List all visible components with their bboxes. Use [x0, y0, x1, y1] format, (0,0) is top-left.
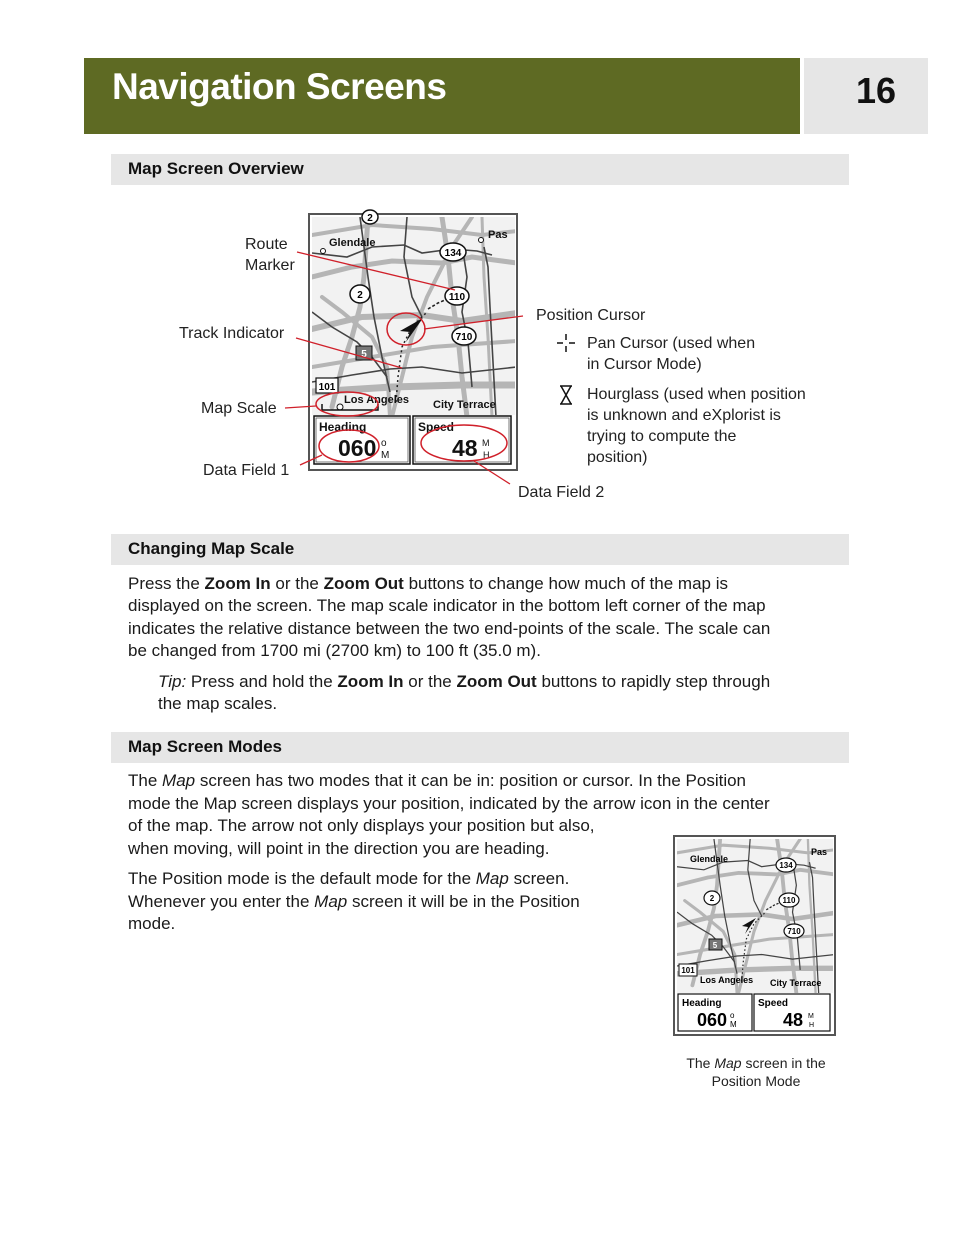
figure-caption: [656, 1054, 856, 1090]
svg-text:o: o: [381, 438, 387, 449]
section-heading-scale: Changing Map Scale: [128, 539, 295, 558]
place-label-los-angeles: Los Angeles: [344, 394, 409, 406]
page-number: 16: [856, 70, 897, 111]
svg-text:134: 134: [444, 248, 462, 259]
svg-text:Heading: Heading: [319, 420, 367, 434]
svg-text:48: 48: [452, 435, 478, 461]
callout-map-scale: Map Scale: [201, 400, 277, 417]
callout-route-marker-2: Marker: [245, 257, 295, 274]
scale-tip-line-2: the map scales.: [158, 694, 278, 713]
svg-text:2: 2: [357, 290, 363, 301]
modes-paragraph-line-1: The Map screen has two modes that it can be in: position or cursor. In the Position: [128, 771, 747, 790]
svg-text:M: M: [808, 1013, 814, 1020]
svg-text:110: 110: [448, 292, 466, 303]
small-data-field-2: [754, 994, 830, 1031]
svg-text:101: 101: [681, 966, 695, 975]
callout-pan-cursor-2: in Cursor Mode): [587, 356, 702, 373]
svg-text:Heading: Heading: [682, 998, 722, 1009]
place-label-city-terrace: City Terrace: [433, 399, 496, 411]
small-route-shield-5: [709, 939, 722, 950]
scale-paragraph-line-4: be changed from 1700 mi (2700 km) to 100 ft (35.0 m).: [128, 641, 541, 660]
modes-paragraph-line-3: of the map. The arrow not only displays your position but also,: [128, 816, 595, 835]
callout-data-field-1: Data Field 1: [203, 462, 290, 479]
svg-text:110: 110: [782, 896, 796, 905]
place-label-glendale: Glendale: [329, 237, 376, 249]
figure-caption-line-1: The Map screen in the: [686, 1055, 826, 1071]
svg-text:M: M: [381, 450, 390, 461]
svg-text:M: M: [482, 438, 490, 448]
svg-text:710: 710: [455, 332, 473, 343]
svg-text:o: o: [730, 1011, 735, 1020]
svg-text:H: H: [483, 450, 490, 460]
svg-text:Speed: Speed: [418, 420, 455, 434]
svg-text:Speed: Speed: [758, 998, 789, 1009]
small-route-shield-101: [679, 964, 697, 976]
small-place-city-terrace: City Terrace: [770, 978, 822, 988]
small-place-pas: Pas: [811, 847, 828, 857]
small-route-shield-2: [704, 891, 720, 905]
callout-hourglass-1: Hourglass (used when position: [587, 386, 806, 403]
scale-paragraph-line-3: indicates the relative distance between the two end-points of the scale. The scale can: [128, 619, 771, 638]
modes-paragraph2-line-3: mode.: [128, 914, 176, 933]
scale-paragraph-line-2: displayed on the screen. The map scale indicator in the bottom left corner of the map: [128, 596, 766, 615]
small-data-field-1: [678, 994, 752, 1031]
small-route-shield-710: [784, 924, 804, 938]
small-route-shield-110: [779, 893, 799, 907]
svg-text:5: 5: [712, 941, 718, 950]
svg-text:2: 2: [367, 213, 373, 224]
modes-paragraph2-line-2: Whenever you enter the Map screen it will be in the Position: [128, 892, 580, 911]
scale-paragraph-line-1: Press the Zoom In or the Zoom Out buttons to change how much of the map is: [128, 574, 728, 593]
section-heading-overview: Map Screen Overview: [128, 159, 304, 178]
callout-hourglass-2: is unknown and eXplorist is: [587, 407, 781, 424]
callout-track-indicator: Track Indicator: [179, 325, 285, 342]
place-label-pas: Pas: [488, 229, 508, 241]
svg-text:H: H: [809, 1022, 815, 1029]
small-place-los-angeles: Los Angeles: [700, 975, 754, 985]
scale-tip-line-1: Tip: Press and hold the Zoom In or the Zoom Out buttons to rapidly step through: [158, 672, 771, 691]
modes-paragraph-line-2: mode the Map screen displays your position, indicated by the arrow icon in the center: [128, 794, 770, 813]
svg-text:060: 060: [697, 1010, 728, 1030]
figure-caption-line-2: Position Mode: [711, 1073, 801, 1089]
section-heading-modes: Map Screen Modes: [128, 737, 282, 756]
svg-text:134: 134: [779, 861, 793, 870]
svg-text:5: 5: [361, 349, 367, 360]
svg-text:060: 060: [338, 435, 377, 461]
modes-paragraph2-line-1: The Position mode is the default mode for the Map screen.: [128, 869, 570, 888]
svg-text:M: M: [730, 1020, 737, 1029]
callout-position-cursor: Position Cursor: [536, 307, 646, 324]
modes-paragraph-line-4: when moving, will point in the direction you are heading.: [128, 839, 550, 858]
small-place-glendale: Glendale: [690, 854, 729, 864]
callout-route-marker-1: Route: [245, 236, 288, 253]
svg-text:101: 101: [318, 382, 336, 393]
svg-text:48: 48: [783, 1010, 804, 1030]
page-title: Navigation Screens: [112, 66, 447, 107]
callout-pan-cursor-1: Pan Cursor (used when: [587, 335, 756, 352]
small-route-shield-134: [776, 858, 796, 872]
svg-text:2: 2: [709, 894, 715, 903]
callout-hourglass-4: position): [587, 449, 648, 466]
callout-hourglass-3: trying to compute the: [587, 428, 737, 445]
svg-text:710: 710: [787, 927, 801, 936]
callout-data-field-2: Data Field 2: [518, 484, 605, 501]
